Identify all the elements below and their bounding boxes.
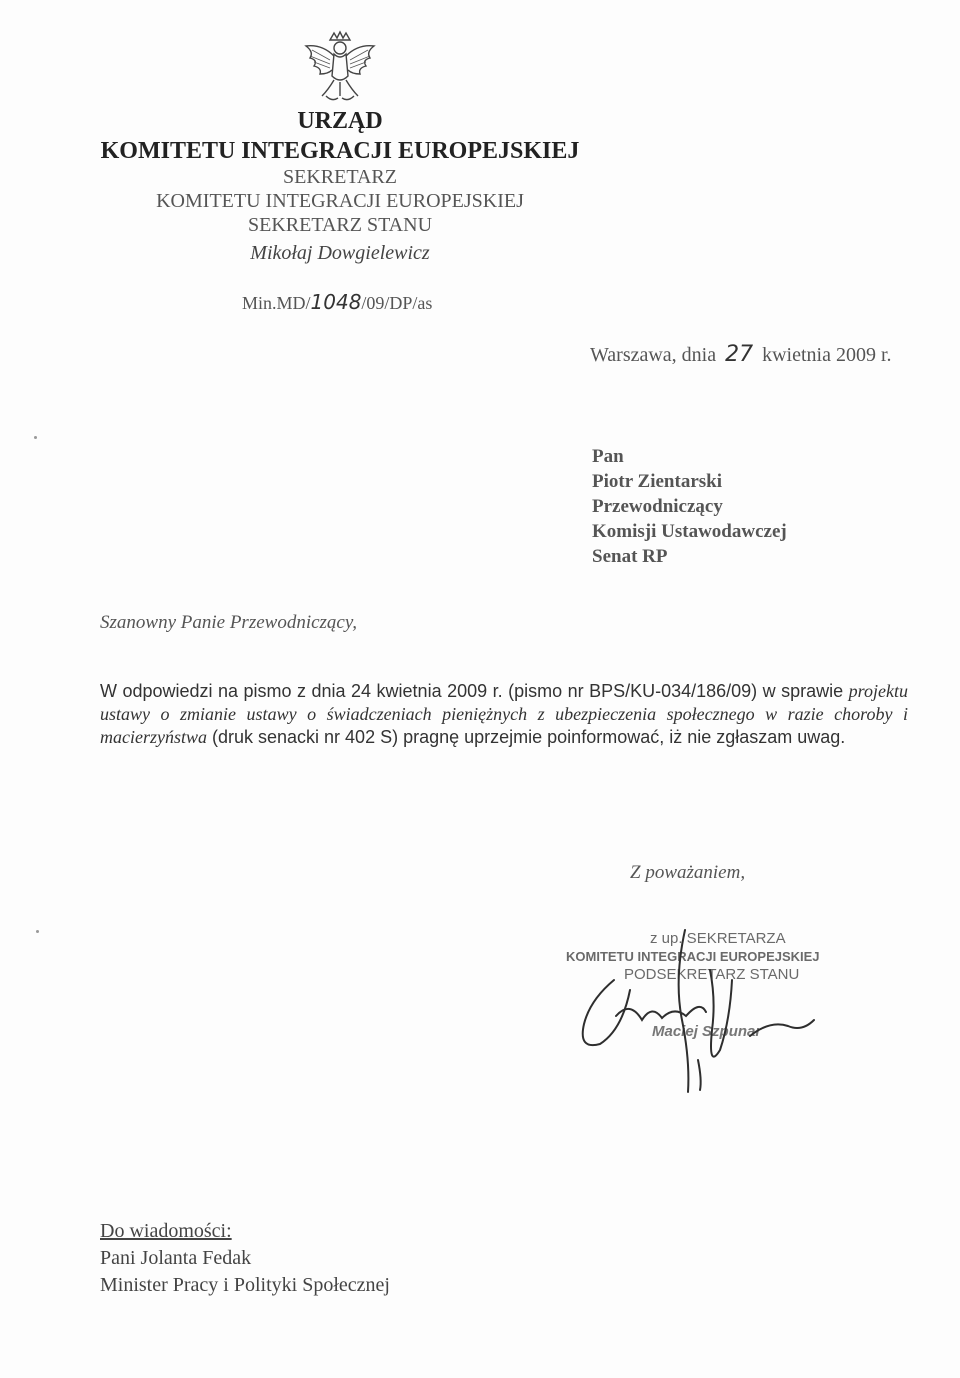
addressee-name: Piotr Zientarski bbox=[592, 471, 723, 492]
addressee-block bbox=[592, 444, 787, 569]
addressee-institution: Senat RP bbox=[592, 546, 668, 567]
reference-number bbox=[242, 290, 432, 314]
letter-date bbox=[590, 342, 892, 367]
body-text-end: (druk senacki nr 402 S) pragnę uprzejmie poinformować, iż nie zgłaszam uwag. bbox=[207, 727, 846, 747]
date-day-handwritten: 27 bbox=[725, 342, 754, 367]
stamp-name: Maciej Szpunar bbox=[652, 1023, 762, 1040]
addressee-position: Przewodniczący bbox=[592, 496, 723, 517]
scan-speck bbox=[36, 930, 39, 933]
date-suffix: kwietnia 2009 r. bbox=[762, 344, 892, 366]
sender-committee: KOMITETU INTEGRACJI EUROPEJSKIEJ bbox=[156, 190, 524, 212]
date-prefix: Warszawa, dnia bbox=[590, 344, 717, 366]
office-title-line2: KOMITETU INTEGRACJI EUROPEJSKIEJ bbox=[100, 138, 580, 164]
addressee-committee: Komisji Ustawodawczej bbox=[592, 521, 787, 542]
body-text-start: W odpowiedzi na pismo z dnia 24 kwietnia 2009 r. (pismo nr BPS/KU-034/186/09) w sprawie bbox=[100, 681, 849, 701]
stamp-line1: z up. SEKRETARZA bbox=[650, 930, 786, 947]
addressee-line1: Pan bbox=[592, 446, 624, 467]
signature bbox=[570, 920, 830, 1100]
sender-rank: SEKRETARZ STANU bbox=[247, 214, 433, 236]
reference-suffix: /09/DP/as bbox=[361, 293, 433, 313]
cc-recipient-name: Pani Jolanta Fedak bbox=[100, 1247, 252, 1269]
body-bill-title: projektu ustawy o zmianie ustawy o świadczeniach pieniężnych z ubezpieczenia społecznego w razie choroby i macierzyństwa bbox=[100, 681, 908, 747]
cc-block bbox=[100, 1218, 390, 1299]
salutation: Szanowny Panie Przewodniczący, bbox=[100, 612, 357, 633]
stamp-line2: KOMITETU INTEGRACJI EUROPEJSKIEJ bbox=[566, 949, 820, 964]
cc-recipient-position: Minister Pracy i Polityki Społecznej bbox=[100, 1274, 390, 1296]
office-title-line1: URZĄD bbox=[297, 108, 383, 134]
scan-speck bbox=[34, 436, 37, 439]
reference-handwritten: 1048 bbox=[310, 290, 362, 314]
stamp-line3: PODSEKRETARZ STANU bbox=[624, 966, 800, 983]
letter-body bbox=[100, 680, 908, 749]
sender-role: SEKRETARZ bbox=[283, 166, 397, 188]
cc-heading: Do wiadomości: bbox=[100, 1220, 232, 1242]
closing: Z poważaniem, bbox=[630, 862, 746, 883]
reference-prefix: Min.MD/ bbox=[242, 293, 311, 313]
sender-name: Mikołaj Dowgielewicz bbox=[250, 242, 430, 264]
eagle-emblem bbox=[300, 30, 380, 108]
